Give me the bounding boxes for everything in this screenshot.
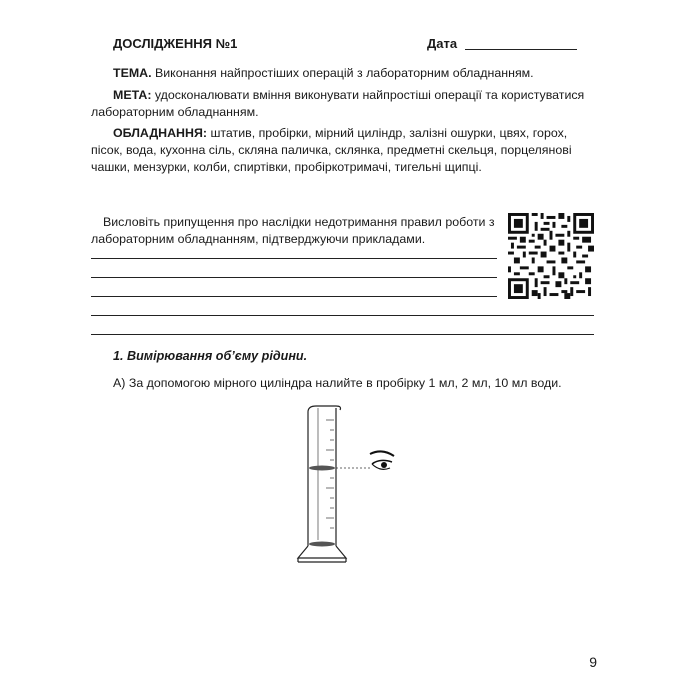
equipment-line1: штатив, пробірки, мірний циліндр, залізні ошурки, цвях, горох, — [207, 126, 568, 140]
section-instruction: А) За допомогою мірного циліндра налийте в пробірку 1 мл, 2 мл, 10 мл води. — [113, 376, 562, 390]
answer-line-3[interactable] — [91, 296, 497, 297]
answer-line-5[interactable] — [91, 334, 594, 335]
meta-text-line1: удосконалювати вміння виконувати найпростіші операції та користуватися — [151, 88, 585, 102]
equipment-label: ОБЛАДНАННЯ: — [113, 126, 207, 140]
tema-text: Виконання найпростіших операцій з лабораторним обладнанням. — [151, 66, 534, 80]
section-title: 1. Вимірювання об’єму рідини. — [113, 349, 308, 363]
task-line1: Висловіть припущення про наслідки недотримання правил роботи з — [103, 215, 495, 229]
equipment-paragraph — [91, 125, 603, 176]
equipment-line2: пісок, вода, кухонна сіль, скляна паличка, склянка, предметні скельця, порцелянові — [91, 143, 572, 157]
meta-text-line2: лабораторним обладнанням. — [91, 105, 259, 119]
date-blank-line — [465, 49, 577, 50]
tema-label: ТЕМА. — [113, 66, 152, 80]
answer-line-2[interactable] — [91, 277, 497, 278]
meta-label: МЕТА: — [113, 88, 152, 102]
task-paragraph — [91, 214, 511, 248]
date-label: Дата — [427, 36, 458, 51]
answer-line-4[interactable] — [91, 315, 594, 316]
task-line2: лабораторним обладнанням, підтверджуючи прикладами. — [91, 232, 426, 246]
eye-icon — [366, 448, 402, 476]
page-number: 9 — [589, 654, 597, 670]
cylinder-scale — [326, 420, 334, 528]
measuring-cylinder-illustration — [290, 400, 400, 570]
date-field — [427, 36, 457, 51]
tema-paragraph — [113, 65, 603, 82]
equipment-line3: чашки, мензурки, колби, спиртівки, пробіркотримачі, тигельні щипці. — [91, 160, 482, 174]
answer-line-1[interactable] — [91, 258, 497, 259]
meta-paragraph — [91, 87, 603, 121]
page-title: ДОСЛІДЖЕННЯ №1 — [113, 36, 238, 51]
qr-code-icon — [508, 213, 594, 299]
